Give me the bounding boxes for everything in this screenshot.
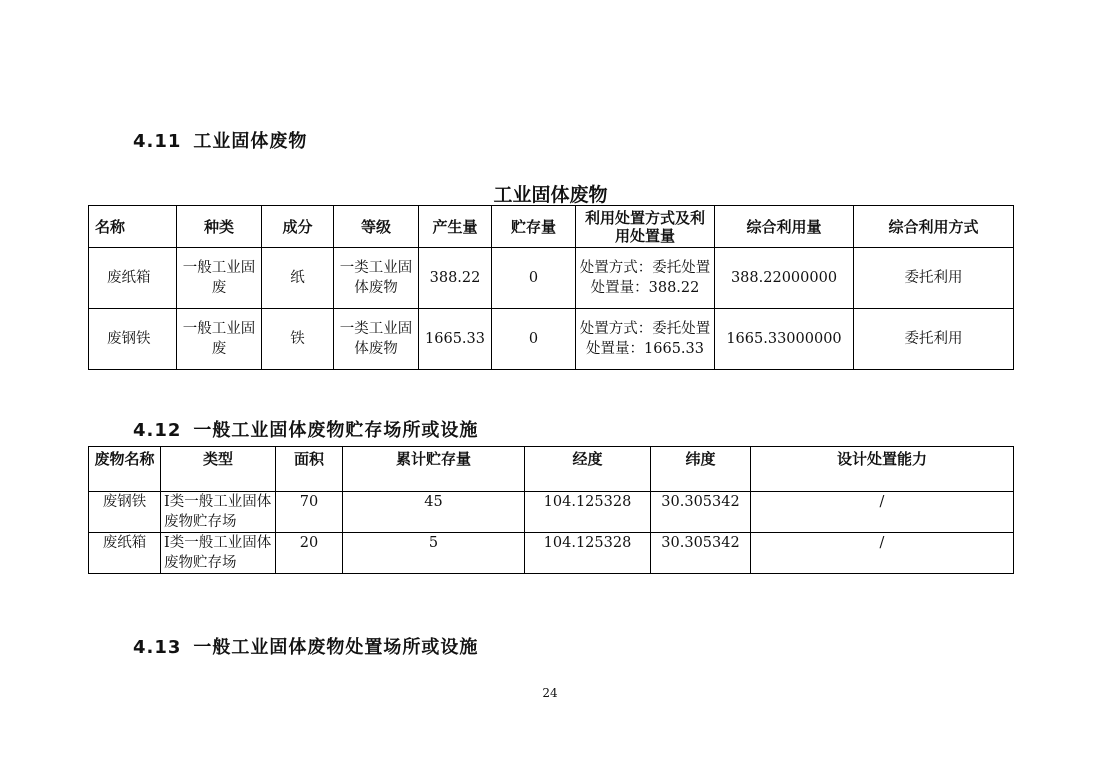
disposal-amount: 处置量：1665.33 (586, 341, 704, 357)
stored-amount: 0 (492, 309, 576, 370)
header-cell: 类型 (161, 447, 276, 492)
area: 20 (276, 533, 343, 574)
section-number: 4.11 (133, 131, 182, 152)
section-title: 一般工业固体废物处置场所或设施 (193, 637, 479, 658)
waste-grade: 一类工业固体废物 (334, 309, 419, 370)
section-title: 工业固体废物 (193, 131, 308, 152)
utilization-method: 委托利用 (854, 248, 1014, 309)
waste-name: 废纸箱 (89, 533, 161, 574)
waste-kind: 一般工业固废 (177, 309, 262, 370)
waste-component: 纸 (262, 248, 334, 309)
disposal-amount: 处置量：388.22 (590, 280, 700, 296)
disposal-cell (576, 309, 715, 370)
latitude: 30.305342 (651, 533, 751, 574)
header-cell: 经度 (525, 447, 651, 492)
header-cell: 纬度 (651, 447, 751, 492)
page-number: 24 (542, 686, 558, 700)
header-cell: 面积 (276, 447, 343, 492)
design-capacity: / (751, 533, 1014, 574)
table-row (89, 309, 1014, 370)
table-row (89, 492, 1014, 533)
header-cell: 名称 (89, 206, 177, 248)
table-header-row (89, 447, 1014, 492)
section-number: 4.13 (133, 637, 182, 658)
facility-type: I类一般工业固体废物贮存场 (161, 492, 276, 533)
header-cell: 废物名称 (89, 447, 161, 492)
facility-type: I类一般工业固体废物贮存场 (161, 533, 276, 574)
produced-amount: 388.22 (419, 248, 492, 309)
produced-amount: 1665.33 (419, 309, 492, 370)
header-cell: 利用处置方式及利用处置量 (576, 206, 715, 248)
longitude: 104.125328 (525, 533, 651, 574)
stored-amount: 0 (492, 248, 576, 309)
waste-name: 废纸箱 (89, 248, 177, 309)
header-cell: 综合利用量 (715, 206, 854, 248)
header-cell: 种类 (177, 206, 262, 248)
waste-component: 铁 (262, 309, 334, 370)
utilized-amount: 388.22000000 (715, 248, 854, 309)
disposal-cell (576, 248, 715, 309)
disposal-method: 处置方式：委托处置 (579, 321, 711, 337)
waste-kind: 一般工业固废 (177, 248, 262, 309)
header-cell: 综合利用方式 (854, 206, 1014, 248)
section-heading-4-11 (133, 127, 307, 153)
design-capacity: / (751, 492, 1014, 533)
table-row (89, 248, 1014, 309)
header-cell: 等级 (334, 206, 419, 248)
header-cell: 累计贮存量 (343, 447, 525, 492)
longitude: 104.125328 (525, 492, 651, 533)
waste-name: 废钢铁 (89, 309, 177, 370)
table-header-row (89, 206, 1014, 248)
industrial-solid-waste-table (88, 205, 1014, 370)
latitude: 30.305342 (651, 492, 751, 533)
area: 70 (276, 492, 343, 533)
header-cell: 产生量 (419, 206, 492, 248)
header-cell: 成分 (262, 206, 334, 248)
cumulative-storage: 45 (343, 492, 525, 533)
section-heading-4-13 (133, 633, 478, 659)
utilized-amount: 1665.33000000 (715, 309, 854, 370)
cumulative-storage: 5 (343, 533, 525, 574)
section-title: 一般工业固体废物贮存场所或设施 (193, 420, 479, 441)
table-row (89, 533, 1014, 574)
waste-grade: 一类工业固体废物 (334, 248, 419, 309)
section-heading-4-12 (133, 416, 478, 442)
section-number: 4.12 (133, 420, 182, 441)
disposal-method: 处置方式：委托处置 (579, 260, 711, 276)
header-cell: 设计处置能力 (751, 447, 1014, 492)
waste-name: 废钢铁 (89, 492, 161, 533)
storage-facility-table (88, 446, 1014, 574)
utilization-method: 委托利用 (854, 309, 1014, 370)
table-caption: 工业固体废物 (493, 184, 608, 206)
header-cell: 贮存量 (492, 206, 576, 248)
